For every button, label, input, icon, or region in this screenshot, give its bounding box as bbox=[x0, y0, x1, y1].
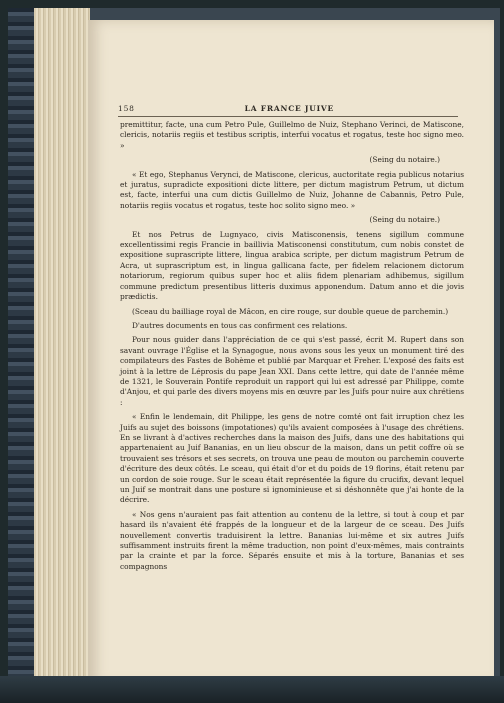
book-cover-edge bbox=[8, 8, 34, 694]
book-spread bbox=[8, 8, 500, 694]
header-rule bbox=[118, 116, 458, 117]
scan-background bbox=[0, 676, 504, 703]
notary-seal-note: (Seing du notaire.) bbox=[369, 155, 440, 165]
paragraph: « Nos gens n'auraient pas fait attention au contenu de la lettre, si tout à coup et par hasard ils n'avaient été frappés de la longueur et de la largeur de ce sceau. Des Juifs nouvellement convertis traduisirent la lettre. Bananias lui-même et six autres Juifs suffisamment instruits firent la même traduction, non point d'eux-mêmes, mais contraints par la crainte et par la force. Séparés ensuite et mis à la torture, Bananias et ses compagnons bbox=[120, 509, 464, 571]
running-title: LA FRANCE JUIVE bbox=[244, 104, 335, 113]
paragraph: « Et ego, Stephanus Verynci, de Matiscone, clericus, auctoritate regia publicus notarius et juratus, supradicte expositioni dicte littere, per dictum magistrum Petrum, ut dictum est, facte, interfui una cum dictis Guillelmo de Nuiz, Johanne de Cabannis, Petro Pule, notariis regiis vocatus et rogatus, teste hoc solito signo meo. » bbox=[120, 169, 464, 210]
page-number: 158 bbox=[118, 104, 135, 113]
paragraph: premittitur, facte, una cum Petro Pule, Guillelmo de Nuiz, Stephano Verinci, de Matiscone, clericis, notariis regiis et testibus scriptis, interfui vocatus et rogatus, teste hoc signo meo. » bbox=[120, 120, 464, 150]
notary-seal-note: (Seing du notaire.) bbox=[369, 215, 440, 225]
paragraph: Pour nous guider dans l'appréciation de ce qui s'est passé, écrit M. Rupert dans son savant ouvrage l'Église et la Synagogue, nous avons sous les yeux un monument tiré des compilateurs des Fastes de Bohème et publié par Marquar et Freher. L'exposé des faits est joint à la lettre de Léprosis du pape Jean XXI. Dans cette lettre, qui date de l'année même de 1321, le Souverain Pontife reproduit un rapport qui lui est adressé par Philippe, comte d'Anjou, et qui parle des divers moyens mis en œuvre par les Juifs pour nuire aux chrétiens : bbox=[120, 335, 464, 407]
paragraph: D'autres documents en tous cas confirment ces relations. bbox=[132, 320, 348, 330]
page-edges bbox=[34, 8, 90, 684]
running-head bbox=[118, 104, 458, 113]
body-text bbox=[120, 120, 464, 576]
book-page bbox=[88, 20, 494, 684]
paragraph: Et nos Petrus de Lugnyaco, civis Matisconensis, tenens sigillum commune excellentissimi regis Francie in baillivia Matisconensi constitutum, cum nobis constet de expositione suprascripte littere, lingua arabica scripte, per dictum magistrum Petrum de Acra, ut suprascriptum est, in lingua gallicana facte, per fidelem relacionem dictorum notariorum, regiorum quibus super hoc et aliis fidem plenariam adhibemus, sigillum commune predictum presentibus litteris duximus apponendum. Datum anno et die jovis prædictis. bbox=[120, 229, 464, 302]
paragraph: (Sceau du bailliage royal de Mâcon, en cire rouge, sur double queue de parchemin.) bbox=[132, 306, 449, 316]
paragraph: « Enfin le lendemain, dit Philippe, les gens de notre comté ont fait irruption chez les Juifs au sujet des boissons (impotationes) qu'ils avaient composées à l'usage des chrétiens. En se livrant à d'actives recherches dans la maison des Juifs, dans une des habitations qui appartenaient au Juif Bananias, en un lieu obscur de la maison, dans un petit coffre où se trouvaient ses trésors et ses secrets, on trouva une peau de mouton ou parchemin couverte d'écriture des deux côtés. Le sceau, qui était d'or et du poids de 19 florins, était retenu par un cordon de soie rouge. Sur le sceau était représentée la figure du crucifix, devant lequel un Juif se montrait dans une posture si ignominieuse et si déshonnête que j'ai honte de la décrire. bbox=[120, 412, 464, 505]
